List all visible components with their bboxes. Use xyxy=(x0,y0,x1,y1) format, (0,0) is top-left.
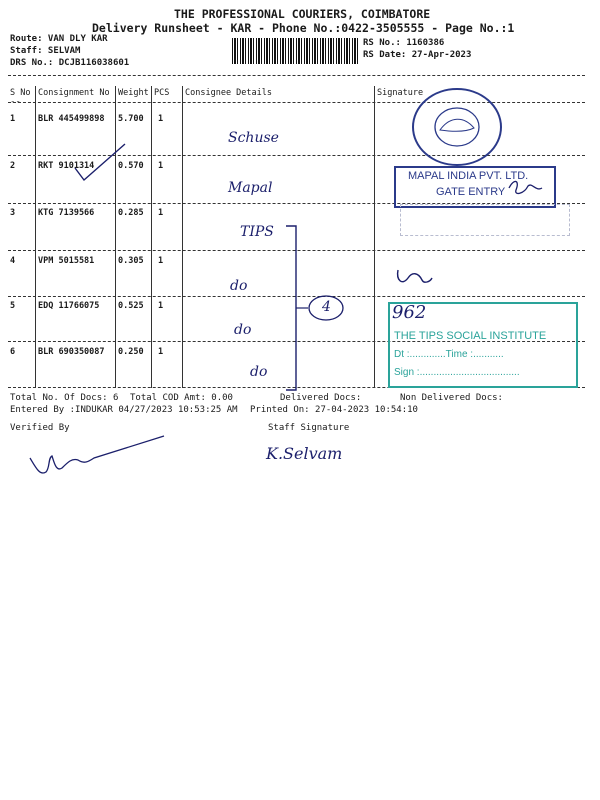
staff-label: Staff: SELVAM xyxy=(10,46,81,56)
rs-date: RS Date: 27-Apr-2023 xyxy=(363,50,472,60)
row-3-pcs: 1 xyxy=(158,208,164,218)
divider xyxy=(8,75,585,76)
drs-number: DRS No.: DCJB116038601 xyxy=(10,58,130,68)
tips-stamp-line3: Sign :.................................... xyxy=(394,367,520,378)
col-header-signature: Signature xyxy=(377,88,424,98)
tips-stamp-line2: Dt :.............Time :........... xyxy=(394,349,504,360)
row-2-consignment: RKT 9101314 xyxy=(38,161,95,171)
row-4-consignment: VPM 5015581 xyxy=(38,256,95,266)
company-seal-icon xyxy=(410,86,504,168)
total-cod-amount: Total COD Amt: 0.00 xyxy=(130,393,233,403)
route-label: Route: VAN DLY KAR xyxy=(10,34,108,44)
runsheet-subtitle: Delivery Runsheet - KAR - Phone No.:0422-3505555 - Page No.:1 xyxy=(92,21,515,35)
row-3-weight: 0.285 xyxy=(118,208,144,218)
tips-stamp-line1: THE TIPS SOCIAL INSTITUTE xyxy=(394,330,547,342)
header-dash-mark: -- xyxy=(10,97,21,107)
row-5-pcs: 1 xyxy=(158,301,164,311)
row-5-weight: 0.525 xyxy=(118,301,144,311)
tips-stamp-handwriting: 962 xyxy=(392,302,427,323)
bracket-count-note: 4 xyxy=(322,299,331,315)
barcode-image xyxy=(232,38,358,64)
company-title: THE PROFESSIONAL COURIERS, COIMBATORE xyxy=(174,7,431,21)
tick-mark-icon xyxy=(70,140,130,185)
col-header-sno: S No xyxy=(10,88,31,98)
col-header-consignee: Consignee Details xyxy=(185,88,272,98)
verified-by-label: Verified By xyxy=(10,423,70,433)
row-5-sno: 5 xyxy=(10,301,16,311)
non-delivered-docs: Non Delivered Docs: xyxy=(400,393,503,403)
printed-on: Printed On: 27-04-2023 10:54:10 xyxy=(250,405,418,415)
row-6-consignment: BLR 690350087 xyxy=(38,347,105,357)
col-header-weight: Weight xyxy=(118,88,149,98)
row-1-sno: 1 xyxy=(10,114,16,124)
row-1-consignee-handwriting: Schuse xyxy=(228,130,279,146)
row-4-signature-icon xyxy=(392,262,436,290)
row-6-sno: 6 xyxy=(10,347,16,357)
col-header-consignment: Consignment No xyxy=(38,88,110,98)
row-6-consignee-handwriting: do xyxy=(250,364,268,380)
rs-number: RS No.: 1160386 xyxy=(363,38,445,48)
row-3-consignment: KTG 7139566 xyxy=(38,208,95,218)
bracket-mark-icon xyxy=(282,222,352,394)
col-header-pcs: PCS xyxy=(154,88,170,98)
row-2-consignee-handwriting: Mapal xyxy=(228,180,273,196)
verifier-signature-icon xyxy=(28,428,168,480)
col-sep xyxy=(374,86,375,388)
col-sep xyxy=(115,86,116,388)
row-4-pcs: 1 xyxy=(158,256,164,266)
faded-stamp-remnant xyxy=(400,204,570,236)
col-sep xyxy=(182,86,183,388)
row-5-consignment: EDQ 11766075 xyxy=(38,301,100,311)
delivered-docs: Delivered Docs: xyxy=(280,393,362,403)
row-6-pcs: 1 xyxy=(158,347,164,357)
staff-signature-label: Staff Signature xyxy=(268,423,350,433)
company-seal-text xyxy=(0,0,1,1)
col-sep xyxy=(35,86,36,388)
total-docs: Total No. Of Docs: 6 xyxy=(10,393,119,403)
row-3-consignee-handwriting: TIPS xyxy=(240,224,274,240)
mapal-stamp-line1: MAPAL INDIA PVT. LTD. xyxy=(408,170,529,182)
row-2-weight: 0.570 xyxy=(118,161,144,171)
row-1-consignment: BLR 445499898 xyxy=(38,114,105,124)
mapal-stamp-line2: GATE ENTRY xyxy=(436,186,506,198)
col-sep xyxy=(151,86,152,388)
row-6-weight: 0.250 xyxy=(118,347,144,357)
staff-signature-handwriting: K.Selvam xyxy=(266,444,343,463)
row-4-sno: 4 xyxy=(10,256,16,266)
row-5-consignee-handwriting: do xyxy=(234,322,252,338)
mapal-signature-icon xyxy=(506,176,546,198)
row-1-pcs: 1 xyxy=(158,114,164,124)
row-4-weight: 0.305 xyxy=(118,256,144,266)
row-2-sno: 2 xyxy=(10,161,16,171)
row-4-consignee-handwriting: do xyxy=(230,278,248,294)
row-1-weight: 5.700 xyxy=(118,114,144,124)
entered-by: Entered By :INDUKAR 04/27/2023 10:53:25 AM xyxy=(10,405,238,415)
row-2-pcs: 1 xyxy=(158,161,164,171)
row-3-sno: 3 xyxy=(10,208,16,218)
